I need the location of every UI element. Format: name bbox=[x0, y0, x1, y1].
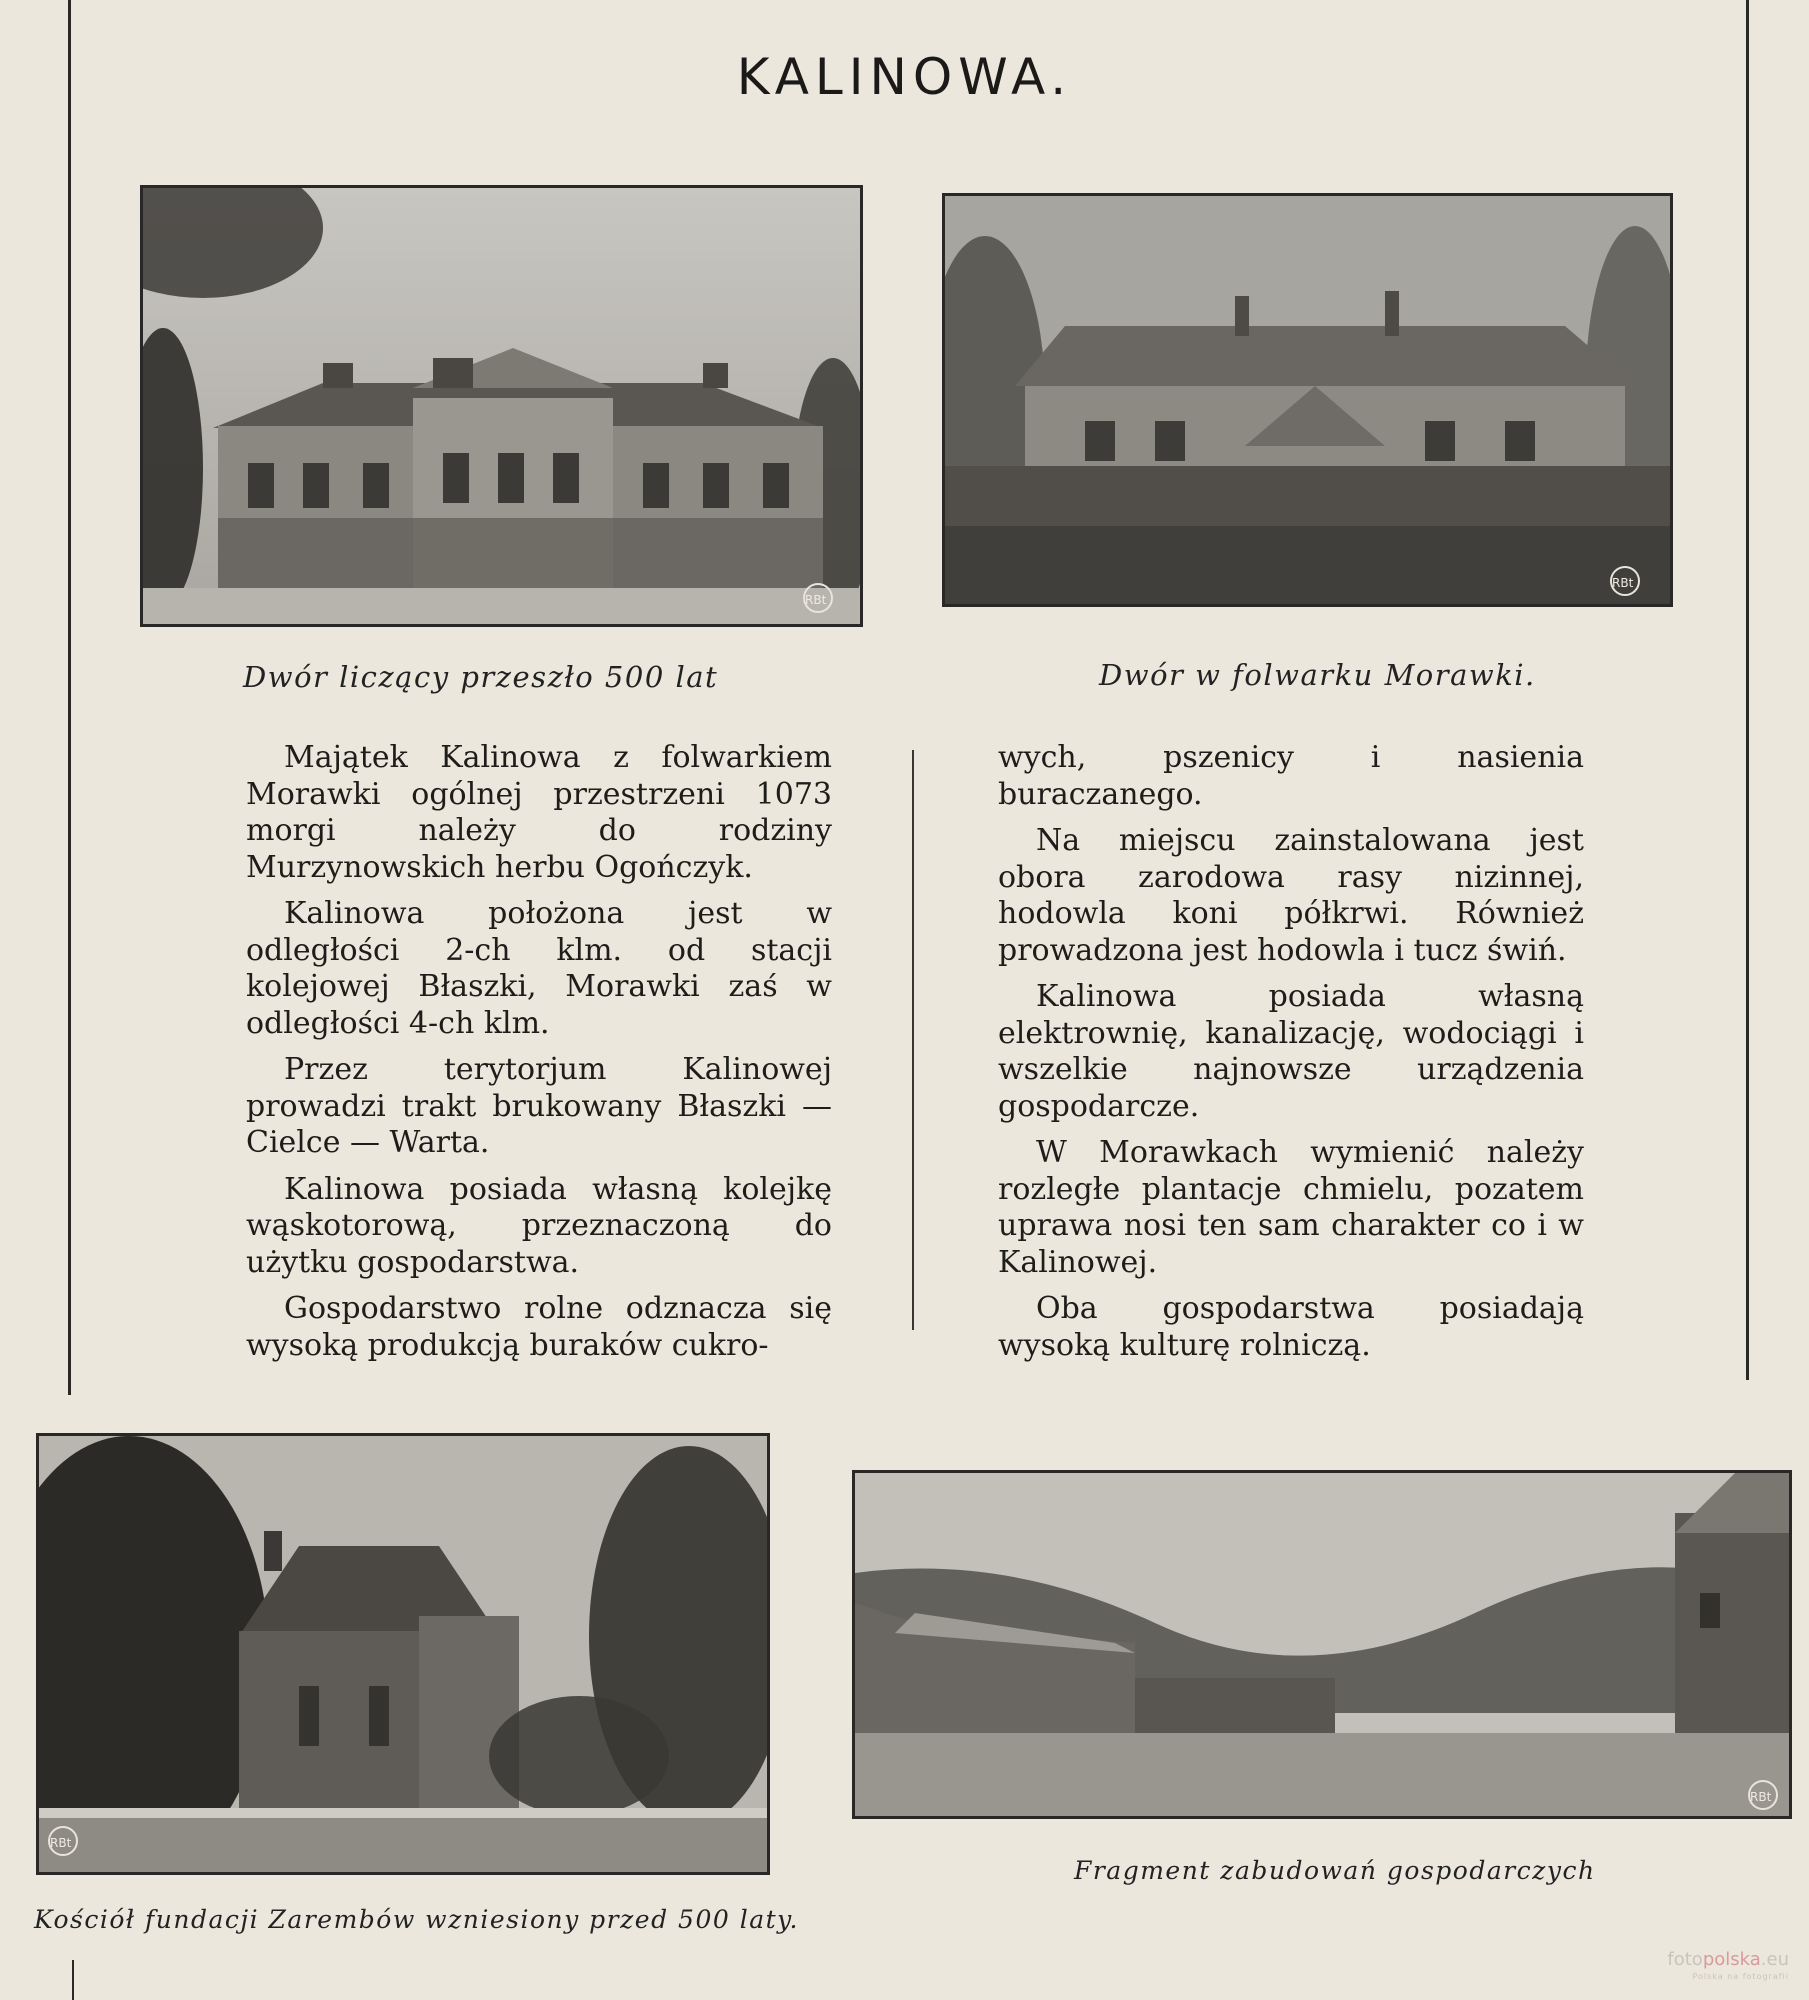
photo-church bbox=[36, 1433, 770, 1875]
right-paragraph-5: Oba gospodarstwa posiadają wysoką kulturę rolniczą. bbox=[998, 1291, 1584, 1363]
right-paragraph-4: W Morawkach wymienić należy rozległe plantacje chmielu, pozatem uprawa nosi ten sam charakter co i w Kalinowej. bbox=[998, 1135, 1584, 1280]
caption-farm-buildings: Fragment zabudowań gospodarczych bbox=[1074, 1856, 1596, 1885]
caption-morawki-manor: Dwór w folwarku Morawki. bbox=[1099, 658, 1536, 692]
left-paragraph-3: Przez terytorjum Kalinowej prowadzi trakt brukowany Błaszki — Cielce — Warta. bbox=[246, 1052, 832, 1160]
bottom-left-rule bbox=[72, 1960, 74, 2000]
left-paragraph-2: Kalinowa położona jest w odległości 2-ch klm. od stacji kolejowej Błaszki, Morawki zaś w odległości 4-ch klm. bbox=[246, 896, 832, 1041]
left-margin-rule bbox=[68, 0, 71, 1395]
page-title: KALINOWA. bbox=[736, 48, 1073, 106]
caption-manor: Dwór liczący przeszło 500 lat bbox=[243, 660, 719, 694]
photo-morawki-manor bbox=[942, 193, 1673, 607]
monogram-morawki: RBt bbox=[1612, 576, 1634, 590]
right-margin-rule bbox=[1746, 0, 1749, 1380]
right-paragraph-2: Na miejscu zainstalowana jest obora zarodowa rasy nizinnej, hodowla koni półkrwi. Również prowadzona jest hodowla i tucz świń. bbox=[998, 823, 1584, 968]
left-paragraph-5: Gospodarstwo rolne odznacza się wysoką produkcją buraków cukro- bbox=[246, 1291, 832, 1363]
text-column-left bbox=[246, 740, 832, 1374]
column-divider bbox=[912, 750, 914, 1330]
right-paragraph-3: Kalinowa posiada własną elektrownię, kanalizację, wodociągi i wszelkie najnowsze urządzenia gospodarcze. bbox=[998, 979, 1584, 1124]
photo-farm-buildings bbox=[852, 1470, 1792, 1819]
photo-manor bbox=[140, 185, 863, 627]
watermark-part2: polska bbox=[1702, 1949, 1761, 1970]
monogram-church: RBt bbox=[50, 1836, 72, 1850]
watermark-tagline: Polska na fotografii bbox=[1692, 1972, 1789, 1981]
monogram-farm: RBt bbox=[1750, 1790, 1772, 1804]
watermark bbox=[1667, 1949, 1789, 1984]
right-paragraph-1: wych, pszenicy i nasienia buraczanego. bbox=[998, 740, 1584, 812]
watermark-part3: .eu bbox=[1760, 1949, 1789, 1970]
caption-church: Kościół fundacji Zarembów wzniesiony przed 500 laty. bbox=[34, 1905, 799, 1934]
watermark-part1: foto bbox=[1667, 1949, 1703, 1970]
left-paragraph-4: Kalinowa posiada własną kolejkę wąskotorową, przeznaczoną do użytku gospodarstwa. bbox=[246, 1171, 832, 1280]
text-column-right bbox=[998, 740, 1584, 1374]
monogram-manor: RBt bbox=[805, 593, 827, 607]
left-paragraph-1: Majątek Kalinowa z folwarkiem Morawki ogólnej przestrzeni 1073 morgi należy do rodziny Murzynowskich herbu Ogończyk. bbox=[246, 740, 832, 885]
